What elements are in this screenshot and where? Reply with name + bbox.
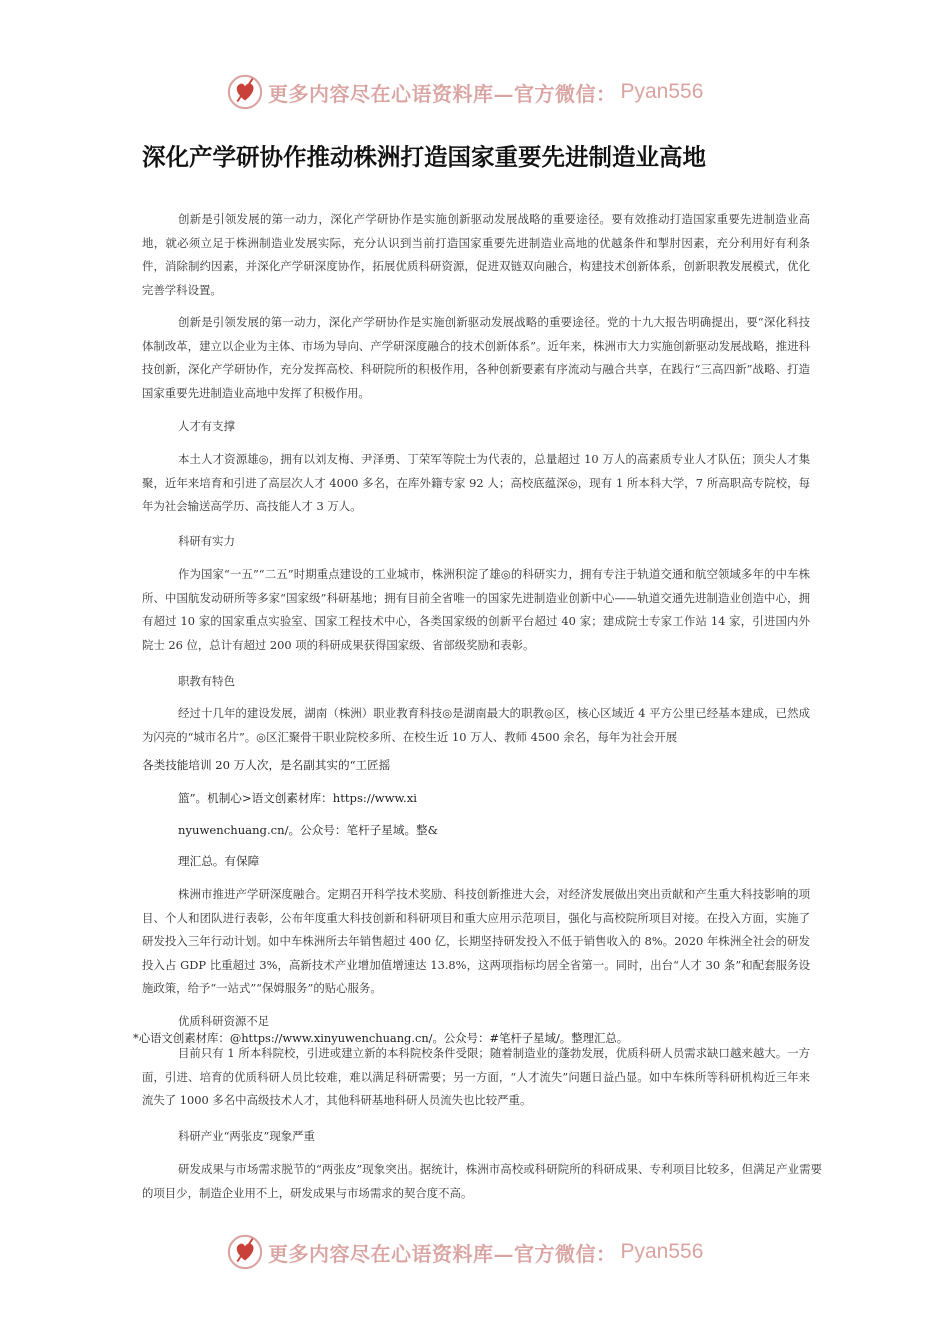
paragraph-6: 株洲市推进产学研深度融合。定期召开科学技术奖励、科技创新推进大会，对经济发展做出突出贡献和产生重大科技影响的项目、个人和团队进行表彰，公布年度重大科技创新和科研项目和重大应用示范项目，强化与高校院所项目对接。在投入方面，实施了研发投入三年行动计划。如中车株洲所去年销售超过 400 亿，长期坚持研发投入不低于销售收入的 8%。2020 年株洲全社会的研发投入占 GDP 比重超过 3%，高新技术产业增加值增速达 13.8%，这两项指标均居全省第一。同时，出台“人才 30 条”和配套服务设施政策，给予“一站式”“保姆服务”的贴心服务。 [142,887,810,995]
watermark-wechat-id: Pyan556 [620,80,704,103]
heading-talent: 人才有支撑 [178,419,235,433]
heart-pen-logo-icon [226,1233,264,1271]
page-title: 深化产学研协作推动株洲打造国家重要先进制造业高地 [142,143,706,171]
paragraph-5: 经过十几年的建设发展，湖南（株洲）职业教育科技◎是湖南最大的职教◎区，核心区域近 4 平方公里已经基本建成，已然成为闪亮的“城市名片”。◎区汇聚骨干职业院校多所、在校生近 10 万人、教师 4500 余名，每年为社会开展 [142,706,810,744]
watermark-text: 更多内容尽在心语资料库—官方微信： [268,1241,617,1266]
paragraph-3: 本土人才资源雄◎，拥有以刘友梅、尹泽勇、丁荣军等院士为代表的，总量超过 10 万人的高素质专业人才队伍；顶尖人才集聚，近年来培育和引进了高层次人才 4000 多名，在库外籍专家 92 人；高校底蕴深◎，现有 1 所本科大学，7 所高职高专院校，每年为社会输送高学历、高技能人才 3 万人。 [142,452,810,513]
paragraph-1: 创新是引领发展的第一动力，深化产学研协作是实施创新驱动发展战略的重要途径。要有效推动打造国家重要先进制造业高地，就必须立足于株洲制造业发展实际，充分认识到当前打造国家重要先进制造业高地的优越条件和掣肘因素，充分利用好有利条件，消除制约因素，并深化产学研深度协作，拓展优质科研资源，促进双链双向融合，构建技术创新体系，创新职教发展模式，优化完善学科设置。 [142,212,810,297]
watermark-wechat-id: Pyan556 [620,1240,704,1263]
text-line-3: nyuwenchuang.cn/。公众号：笔杆子星域。整& [178,823,438,837]
paragraph-8: 研发成果与市场需求脱节的“两张皮”现象突出。据统计，株洲市高校或科研院所的科研成果、专利项目比较多，但满足产业需要的项目少，制造企业用不上，研发成果与市场需求的契合度不高。 [142,1162,822,1200]
text-line-2: 篮”。机制心>语文创素材库：https://www.xi [178,791,417,805]
text-line-1: 各类技能培训 20 万人次，是名副其实的“工匠摇 [142,758,391,772]
heading-research: 科研有实力 [178,534,235,548]
heading-resources: 优质科研资源不足 [178,1014,270,1028]
paragraph-7: 目前只有 1 所本科院校，引进或建立新的本科院校条件受限；随着制造业的蓬勃发展，优质科研人员需求缺口越来越大。一方面，引进、培育的优质科研人员比较难，难以满足科研需要；另一方面，“人才流失”问题日益凸显。如中车株所等科研机构近三年来流失了 1000 多名中高级技术人才，其他科研基地科研人员流失也比较严重。 [142,1046,810,1107]
paragraph-2: 创新是引领发展的第一动力，深化产学研协作是实施创新驱动发展战略的重要途径。党的十九大报告明确提出，要“深化科技体制改革，建立以企业为主体、市场为导向、产学研深度融合的技术创新体系”。近年来，株洲市大力实施创新驱动发展战略，推进科技创新，深化产学研协作，充分发挥高校、科研院所的积极作用，各种创新要素有序流动与融合共享，在践行“三高四新”战略、打造国家重要先进制造业高地中发挥了积极作用。 [142,315,810,400]
watermark-banner-top [226,72,703,112]
heading-two-skins: 科研产业“两张皮”现象严重 [178,1129,315,1143]
paragraph-4: 作为国家“一五”“二五”时期重点建设的工业城市，株洲积淀了雄◎的科研实力，拥有专注于轨道交通和航空领域多年的中车株所、中国航发动研所等多家“国家级”科研基地；拥有目前全省唯一的国家先进制造业创新中心——轨道交通先进制造业创造中心，拥有超过 10 家的国家重点实验室、国家工程技术中心，各类国家级的创新平台超过 40 家；建成院士专家工作站 14 家，引进国内外院士 26 位，总计有超过 200 项的科研成果获得国家级、省部级奖励和表彰。 [142,567,810,652]
text-line-4: 理汇总。有保障 [178,854,260,868]
source-note: *心语文创素材库：@https://www.xinyuwenchuang.cn/。公众号：#笔杆子星域/。整理汇总。 [133,1031,629,1045]
heading-vocational: 职教有特色 [178,674,235,688]
watermark-text: 更多内容尽在心语资料库—官方微信： [268,81,617,106]
heart-pen-logo-icon [226,73,264,111]
watermark-banner-bottom [226,1232,703,1272]
